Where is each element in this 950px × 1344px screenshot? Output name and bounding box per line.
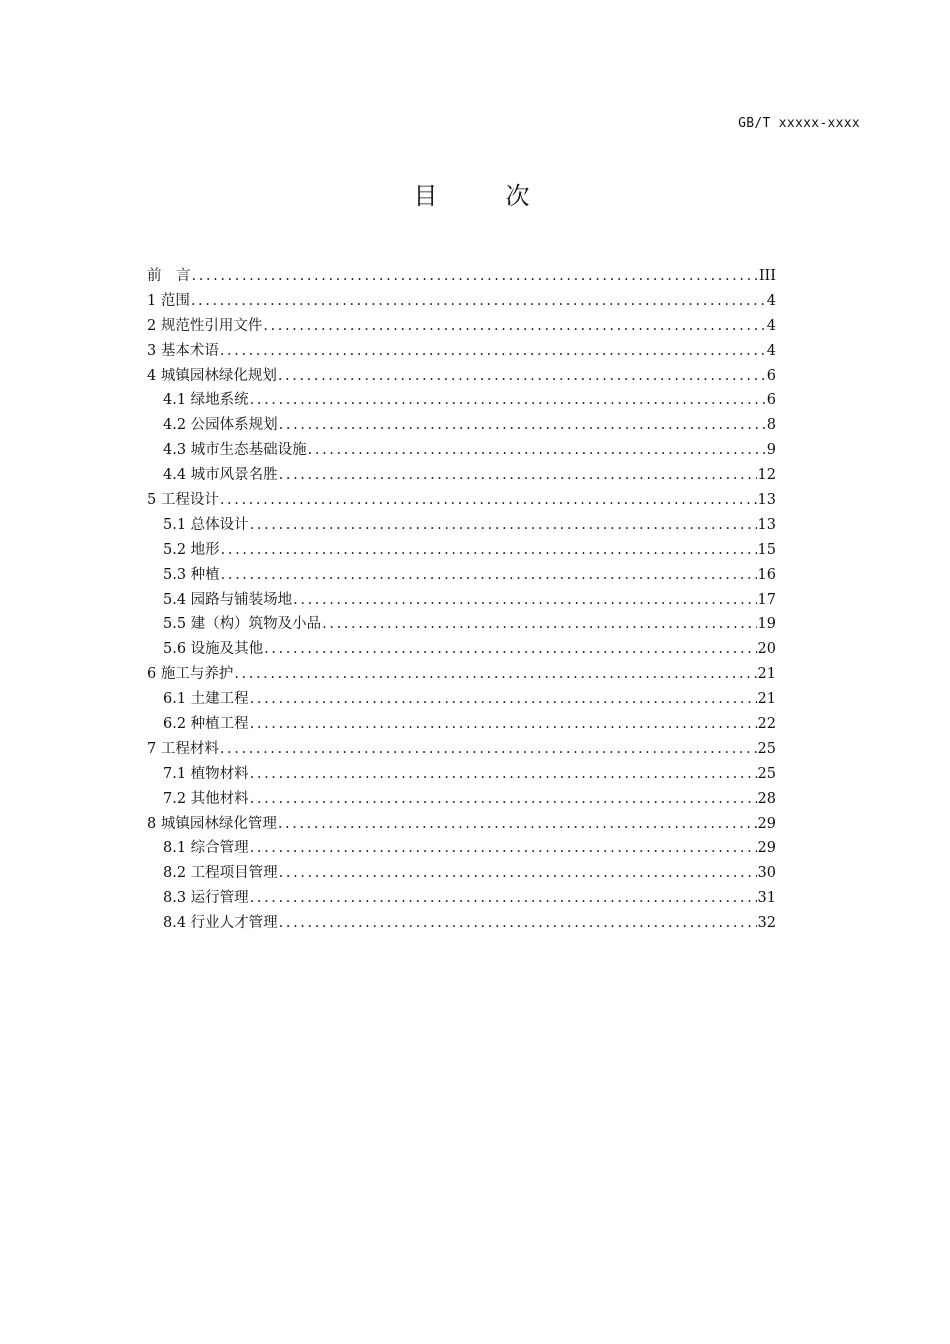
- dot-leader: [322, 612, 756, 637]
- toc-entry-label: 7 工程材料: [147, 740, 219, 757]
- dot-leader: [234, 662, 756, 687]
- toc-entry[interactable]: [147, 413, 776, 438]
- toc-entry-page: 29: [757, 815, 776, 832]
- toc-entry-label: 8.2 工程项目管理: [163, 865, 278, 882]
- dot-leader: [250, 388, 766, 413]
- toc-entry-page: 4: [766, 292, 776, 309]
- toc-entry-page: 25: [757, 765, 776, 782]
- toc-entry-label: 5 工程设计: [147, 492, 219, 509]
- dot-leader: [250, 787, 757, 812]
- toc-entry-page: 9: [766, 442, 776, 459]
- toc-entry[interactable]: [147, 737, 776, 762]
- dot-leader: [221, 538, 757, 563]
- toc-entry-page: 4: [766, 342, 776, 359]
- toc-entry[interactable]: [147, 762, 776, 787]
- dot-leader: [263, 314, 765, 339]
- toc-entry-page: 19: [757, 616, 776, 633]
- toc-entry[interactable]: [147, 538, 776, 563]
- toc-entry[interactable]: [147, 687, 776, 712]
- dot-leader: [250, 712, 757, 737]
- toc-entry-page: 32: [757, 915, 776, 932]
- toc-entry[interactable]: [147, 662, 776, 687]
- toc-entry-label: 2 规范性引用文件: [147, 317, 263, 334]
- toc-entry[interactable]: [147, 588, 776, 613]
- dot-leader: [250, 836, 757, 861]
- toc-entry-page: 20: [757, 641, 776, 658]
- toc-entry-label: 4.2 公园体系规划: [163, 417, 278, 434]
- toc-entry[interactable]: [147, 886, 776, 911]
- toc-entry-page: 30: [757, 865, 776, 882]
- dot-leader: [250, 513, 757, 538]
- toc-entry-label: 7.2 其他材料: [163, 790, 249, 807]
- table-of-contents: [147, 264, 776, 936]
- toc-entry-page: 6: [766, 367, 776, 384]
- toc-entry-label: 8.4 行业人才管理: [163, 915, 278, 932]
- toc-entry[interactable]: [147, 836, 776, 861]
- toc-entry-label: 4.4 城市风景名胜: [163, 467, 278, 484]
- document-code: GB/T xxxxx-xxxx: [738, 116, 860, 131]
- toc-entry-page: 31: [757, 890, 776, 907]
- toc-entry[interactable]: [147, 787, 776, 812]
- toc-entry-page: 13: [757, 516, 776, 533]
- toc-entry-label: 8.1 综合管理: [163, 840, 249, 857]
- dot-leader: [293, 588, 756, 613]
- dot-leader: [279, 463, 757, 488]
- toc-entry-label: 5.5 建（构）筑物及小品: [163, 616, 322, 633]
- dot-leader: [279, 861, 757, 886]
- toc-entry-label: 7.1 植物材料: [163, 765, 249, 782]
- toc-entry-page: 15: [757, 541, 776, 558]
- toc-entry-label: 5.1 总体设计: [163, 516, 249, 533]
- dot-leader: [279, 413, 766, 438]
- toc-entry[interactable]: [147, 364, 776, 389]
- toc-entry[interactable]: [147, 861, 776, 886]
- toc-entry-page: III: [758, 268, 776, 284]
- toc-entry[interactable]: [147, 911, 776, 936]
- dot-leader: [220, 488, 757, 513]
- toc-entry-page: 17: [757, 591, 776, 608]
- toc-entry[interactable]: [147, 612, 776, 637]
- dot-leader: [250, 886, 757, 911]
- toc-entry[interactable]: [147, 314, 776, 339]
- toc-entry-page: 6: [766, 392, 776, 409]
- toc-entry[interactable]: [147, 712, 776, 737]
- dot-leader: [278, 364, 766, 389]
- toc-entry-label: 前 言: [147, 268, 191, 284]
- toc-entry-label: 3 基本术语: [147, 342, 219, 359]
- toc-entry[interactable]: [147, 812, 776, 837]
- toc-entry-page: 22: [757, 716, 776, 733]
- toc-entry-label: 5.6 设施及其他: [163, 641, 264, 658]
- toc-entry-page: 28: [757, 790, 776, 807]
- toc-entry-label: 6 施工与养护: [147, 666, 234, 683]
- toc-entry[interactable]: [147, 264, 776, 289]
- toc-entry-page: 13: [757, 492, 776, 509]
- toc-entry[interactable]: [147, 388, 776, 413]
- toc-entry-label: 5.4 园路与铺装场地: [163, 591, 293, 608]
- dot-leader: [308, 438, 766, 463]
- dot-leader: [220, 339, 766, 364]
- toc-entry-label: 1 范围: [147, 292, 190, 309]
- toc-entry[interactable]: [147, 463, 776, 488]
- toc-entry-label: 5.2 地形: [163, 541, 220, 558]
- dot-leader: [250, 762, 757, 787]
- dot-leader: [220, 737, 757, 762]
- toc-entry-label: 5.3 种植: [163, 566, 220, 583]
- toc-entry-page: 4: [766, 317, 776, 334]
- toc-entry-page: 21: [757, 666, 776, 683]
- toc-entry[interactable]: [147, 513, 776, 538]
- dot-leader: [264, 637, 756, 662]
- toc-entry-label: 6.2 种植工程: [163, 716, 249, 733]
- toc-entry-label: 6.1 土建工程: [163, 691, 249, 708]
- dot-leader: [278, 812, 757, 837]
- toc-entry-label: 8.3 运行管理: [163, 890, 249, 907]
- dot-leader: [221, 563, 757, 588]
- toc-entry-label: 4.1 绿地系统: [163, 392, 249, 409]
- toc-entry[interactable]: [147, 488, 776, 513]
- dot-leader: [250, 687, 757, 712]
- toc-entry-page: 12: [757, 467, 776, 484]
- toc-entry-label: 4.3 城市生态基础设施: [163, 442, 307, 459]
- dot-leader: [191, 289, 766, 314]
- toc-entry[interactable]: [147, 637, 776, 662]
- toc-entry-page: 8: [766, 417, 776, 434]
- toc-entry[interactable]: [147, 339, 776, 364]
- toc-entry-label: 8 城镇园林绿化管理: [147, 815, 277, 832]
- toc-entry[interactable]: [147, 438, 776, 463]
- toc-entry-page: 29: [757, 840, 776, 857]
- toc-entry[interactable]: [147, 563, 776, 588]
- toc-entry-page: 25: [757, 740, 776, 757]
- toc-entry-label: 4 城镇园林绿化规划: [147, 367, 277, 384]
- page-title: 目 次: [413, 182, 552, 210]
- toc-entry[interactable]: [147, 289, 776, 314]
- dot-leader: [192, 264, 758, 289]
- dot-leader: [279, 911, 757, 936]
- toc-entry-page: 21: [757, 691, 776, 708]
- toc-entry-page: 16: [757, 566, 776, 583]
